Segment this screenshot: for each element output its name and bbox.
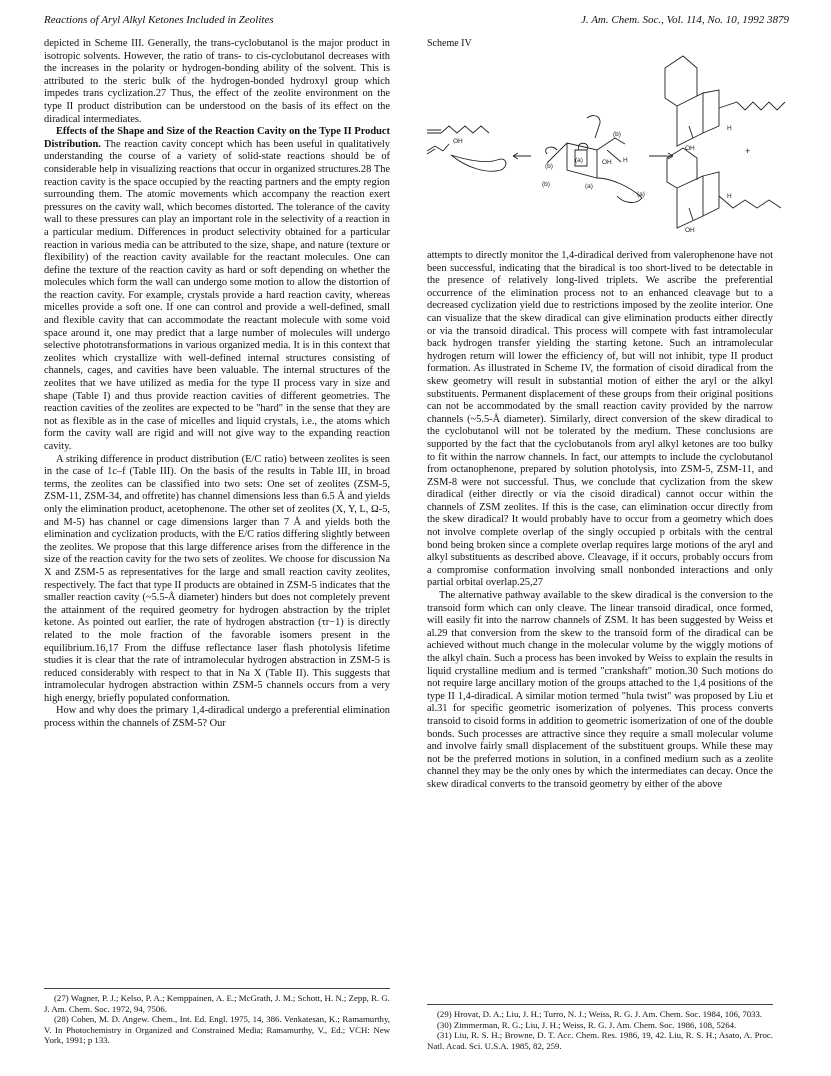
scheme-tag-label: (b) bbox=[542, 181, 550, 188]
footnotes-left bbox=[44, 988, 390, 1046]
header-title: Reactions of Aryl Alkyl Ketones Included in Zeolites bbox=[44, 14, 274, 26]
footnote: (31) Liu, R. S. H.; Browne, D. T. Acc. Chem. Res. 1986, 19, 42. Liu, R. S. H.; Asato, A. Proc. Natl. Acad. Sci. U.S.A. 1985, 82, 259. bbox=[427, 1030, 773, 1051]
scheme-iv-figure bbox=[427, 38, 789, 243]
scheme-atom-label: H bbox=[623, 157, 628, 164]
scheme-drawing bbox=[427, 38, 789, 243]
footnotes-right bbox=[427, 1004, 773, 1051]
scheme-tag-label: (b) bbox=[613, 131, 621, 138]
scheme-label: Scheme IV bbox=[427, 38, 472, 49]
paragraph: depicted in Scheme III. Generally, the trans-cyclobutanol is the major product in isotropic solvents. However, the ratio of trans- to cis-cyclobutanol decreases with the increases in the polarity or hydrogen-bonding ability of the solvent. This is attributed to the steric bulk of the hydrogen-bonded hydroxyl group which impedes trans cyclization.27 Thus, the effect of the zeolite environment on the type II product distribution can be understood on the basis of its effect on the diradical intermediates. bbox=[44, 38, 390, 125]
footnote: (30) Zimmerman, R. G.; Liu, J. H.; Weiss, R. G. J. Am. Chem. Soc. 1986, 108, 5264. bbox=[437, 1019, 737, 1030]
paragraph-text: The reaction cavity concept which has been useful in qualitatively understanding the course of a variety of solid-state reactions should be of considerable help in visualizing reactions that occur in organized structures.28 The reaction cavity is the space occupied by the reacting partners and the empty region surrounding them. The atomic movements which accompany the reaction exert pressures on the cavity wall, which becomes distorted. The tolerance of the cavity wall to these pressures can play an important role in the selectivity of a reaction in a particular medium. Differences in product selectivity obtained for a particular reaction in various media can be attributed to the size, shape, and nature (texture or flexibility) of the reaction cavity available for the reactant molecules. One can define the texture of the reaction cavity as hard or soft depending on whether the molecules which form the wall can undergo some motion to allow the distortion of the reaction cavity. For example, crystals provide a hard reaction cavity, whereas micelles provide a soft one. If one can control and provide a well-defined, small and flexible cavity that can accommodate the reactant molecule with some void space around it, one may predict that a large number of molecules will undergo selective phototransformations in various organized media. It is in this context that zeolites which crystallize with well-defined internal structures consisting of channels, cages, and cavities have been valuable. The internal structures of the zeolites that we have utilized as media for the type II process vary in size and shape (Table I) and thus provide reaction cavities of different geometries. The reaction cavities of the zeolites are expected to be "hard" in the sense that they are not as flexible as in the case of micelles and liquid crystals, i.e., the atoms which form the cavity wall are rigid and will not give way to the expanding reaction cavity. bbox=[44, 138, 390, 452]
footnote: (29) Hrovat, D. A.; Liu, J. H.; Turro, N. J.; Weiss, R. G. J. Am. Chem. Soc. 1984, 106, 7033. bbox=[437, 1009, 763, 1019]
scheme-atom-label: OH bbox=[602, 159, 612, 166]
footnote: (27) Wagner, P. J.; Kelso, P. A.; Kemppainen, A. E.; McGrath, J. M.; Schott, H. N.; Zepp, R. G. J. Am. Chem. Soc. 1972, 94, 7506. bbox=[44, 993, 390, 1014]
left-column bbox=[44, 38, 390, 731]
scheme-atom-label: OH bbox=[685, 227, 695, 234]
paragraph: The alternative pathway available to the skew diradical is the conversion to the transoid form which can only cleave. The linear transoid diradical, once formed, will easily fit into the narrow channels of ZSM. It has been suggested by Weiss et al.29 that conversion from the skew to the transoid form of the diradical can be achieved without much change in the molecular volume by the wiggly motions of the alkyl chain. Such a process has been invoked by Weiss to explain the results in liquid crystalline medium and is termed "crankshaft" motion.30 Such motions do not require large ancillary motion of the groups attached to the 1,4 positions of the type II 1,4-diradical. A similar motion termed "hula twist" was proposed by Liu et al.31 for specific geometric isomerization of polyenes. This process converts transoid to cisoid forms in addition to geometric isomerization of one of the double bonds. Such processes are attractive since they require a small molecular volume and involve fairly small displacement of the substituent groups. While these may not be the preferred motions in solution, in a confined medium such as a zeolite channel they may be the only ones by which the intermediates can decay. Once the skew diradical converts to the transoid geometry by either of the above bbox=[427, 590, 773, 790]
scheme-plus-sign: + bbox=[745, 146, 751, 156]
paragraph-section bbox=[44, 126, 390, 453]
running-header bbox=[44, 14, 789, 28]
header-citation: J. Am. Chem. Soc., Vol. 114, No. 10, 1992 3879 bbox=[581, 14, 789, 26]
section-heading: Effects of the Shape and Size of the Reaction Cavity on the Type II Product Distribution. bbox=[44, 126, 390, 150]
scheme-atom-label: H bbox=[727, 125, 732, 132]
scheme-tag-label: (a) bbox=[637, 191, 645, 198]
footnote: (28) Cohen, M. D. Angew. Chem., Int. Ed. Engl. 1975, 14, 386. Venkatesan, K.; Ramamurthy, V. In Photochemistry in Organized and Constrained Media; Ramamurthy, V., Ed.; VCH: New York, 1991; p 133. bbox=[44, 1014, 390, 1046]
paragraph: How and why does the primary 1,4-diradical undergo a preferential elimination process within the channels of ZSM-5? Our bbox=[44, 705, 390, 730]
scheme-atom-label: OH bbox=[453, 138, 463, 145]
scheme-atom-label: H bbox=[727, 193, 732, 200]
scheme-tag-label: (a) bbox=[575, 157, 583, 164]
paragraph: A striking difference in product distribution (E/C ratio) between zeolites is seen in the case of 1c–f (Table III). On the basis of the results in Table III, in broad terms, the zeolites can be classified into two sets: One set of zeolites (ZSM-5, ZSM-11, ZSM-34, and offretite) has channel dimensions less than 6.5 Å and yields only the elimination product, acetophenone. The other set of zeolites (X, Y, L, Ω-5, and M-5) has channel or cage dimensions larger than 7 Å and yields both the elimination and cyclization products, with the E/C ratios differing slightly between the zeolites. We propose that this large difference arises from the difference in the size of the reaction cavity for the two sets of zeolites. We choose for discussion Na X and ZSM-5 as representatives for the large and small reaction cavity zeolites, respectively. The fact that type II products are obtained in ZSM-5 indicates that the smaller reaction cavity (~5.5-Å diameter) hinders but does not completely prevent the attainment of the required geometry for hydrogen abstraction by the triplet ketone. As pointed out earlier, the rate of hydrogen abstraction (τr−1) is directly related to the mole fraction of the favorable isomers present in the equilibrium.16,17 From the diffuse reflectance laser flash photolysis lifetime studies it is clear that the rate of intramolecular hydrogen abstraction in ZSM-5 is reduced considerably with respect to that in Na X (Table II). This suggests that intramolecular hydrogen abstraction within ZSM-5 channels occurs from a very high energy, briefly populated conformation. bbox=[44, 453, 390, 704]
paragraph: attempts to directly monitor the 1,4-diradical derived from valerophenone have not been successful, indicating that the biradical is too short-lived to be detectable in the presence of relatively long-lived triplets. We ascribe the preferential occurrence of the elimination process not to an enhanced cleavage but to a decreased cyclization yield due to restrictions imposed by the zeolite interior. One can visualize that the skew diradical can give elimination products either directly or via the transoid diradical. This process will compete with fast intramolecular back hydrogen transfer yielding the starting ketone. Such an intramolecular hydrogen return will lower the efficiency of, but will not inhibit, type II product formation. As illustrated in Scheme IV, the formation of cisoid diradical from the skew geometry will result in substantial motion of either the aryl or the alkyl substituents. Permanent displacement of these groups from their original positions can not be accommodated by the small reaction cavity provided by the narrow channels (~5.5-Å diameter). Similarly, direct conversion of the skew diradical to the cyclobutanol will not be tolerated by the medium. These conclusions are supported by the fact that the cyclobutanols from aryl alkyl ketones are too bulky to fit within the narrow channels. In fact, our attempts to include the cyclobutanol from octanophenone, prepared by solution photolysis, into ZSM-5, ZSM-11, and ZSM-8 were not successful. Thus, we conclude that cyclization from the skew diradical (either directly or via the cisoid diradical) cannot occur within the channels of ZSM zeolites. If this is the case, can elimination occur directly from the skew diradical? It would probably have to occur from a geometry which does not involve complete overlap of the singly occupied p orbitals with the central bond being broken since a complete overlap requires large motions of the aryl and alkyl substituents as described above. Cleavage, if it occurs, probably occurs from a compromise conformation involving small nonbonded interactions and only partial orbital overlap.25,27 bbox=[427, 250, 773, 589]
right-column bbox=[427, 250, 773, 792]
scheme-atom-label: OH bbox=[685, 145, 695, 152]
scheme-tag-label: (b) bbox=[545, 163, 553, 170]
scheme-tag-label: (a) bbox=[585, 183, 593, 190]
